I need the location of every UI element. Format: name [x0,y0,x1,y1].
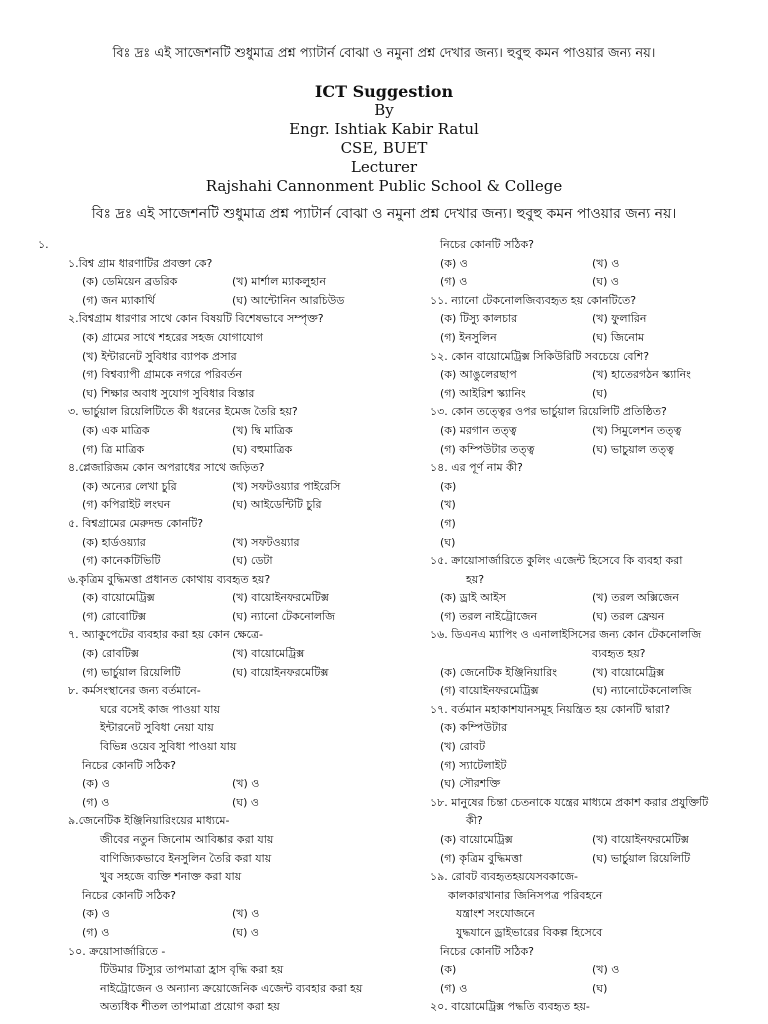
question-line [420,738,740,757]
line-text: (খ) মার্শাল ম্যাকলুহান [232,275,326,289]
line-text: কালকারখানার জিনিসপত্র পরিবহনে [448,888,603,902]
question-line [420,701,740,720]
question-line [420,850,740,869]
author-position: Lecturer [350,158,418,176]
question-line [420,292,740,311]
author-degree: CSE, BUET [340,139,428,157]
question-line [38,571,408,590]
question-line [38,422,408,441]
disclaimer-top: বিঃ দ্রঃ এই সাজেশনটি শুধুমাত্র প্রশ্ন প্যাটার্ন বোঝা ও নমুনা প্রশ্ন দেখার জন্য। হুবুহু কমন পাওয়ার জন্য নয়। [112,46,656,61]
question-line [420,273,740,292]
line-text: (গ) ইনসুলিন [440,330,497,344]
questions-right-column [420,236,740,1017]
line-text: (গ) রোবোটিক্স [82,609,146,623]
line-text: খুব সহজে ব্যক্তি শনাক্ত করা যায় [100,870,242,884]
line-text: ২.বিশ্বগ্রাম ধারণার সাথে কোন বিষয়টি বিশেষভাবে সম্পৃক্ত? [68,312,324,326]
question-line [420,348,740,367]
line-text: (খ) বায়োইনফরমেটিক্স [232,591,329,605]
question-line [38,757,408,776]
line-text: (ক) রোবটিক্স [82,647,139,661]
author-name: Engr. Ishtiak Kabir Ratul [289,120,479,138]
line-text: (গ) জন ম্যাকার্থি [82,293,155,307]
line-text: (খ) সফটওয়্যার পাইরেসি [232,479,341,493]
question-line [420,794,740,813]
line-text: (খ) বায়োমেট্রিক্স [592,665,665,679]
line-text: (ঘ) তরল ফ্রেয়ন [592,609,665,623]
question-line [38,868,408,887]
question-line [420,831,740,850]
line-text: (ঘ) আইডেন্টিটি চুরি [232,498,322,512]
line-text: (খ) দ্বি মাত্রিক [232,423,293,437]
line-text: (গ) স্যাটেলাইট [440,758,507,772]
line-text: (গ) ও [82,795,110,809]
line-text: (গ) তরল নাইট্রোজেন [440,609,538,623]
question-line [38,348,408,367]
line-text: ব্যবহৃত হয়? [592,647,646,661]
line-text: ১.বিশ্ব গ্রাম ধারণাটির প্রবক্তা কে? [68,256,213,270]
line-text: (ক) গ্রামের সাথে শহরের সহজ যোগাযোগ [82,330,264,344]
line-text: কী? [466,814,483,828]
line-text: (ঘ) ন্যানোটেকনোলজি [592,684,692,698]
line-text: (ক) বায়োমেট্রিক্স [82,591,155,605]
line-text: (খ) ইন্টারনেট সুবিধার ব্যাপক প্রসার [82,349,237,363]
line-text: (ঘ) ও [232,925,259,939]
question-line [420,924,740,943]
line-text: ৬.কৃত্রিম বুদ্ধিমত্তা প্রধানত কোথায় ব্যবহৃত হয়? [68,572,271,586]
question-line [38,887,408,906]
question-line [38,608,408,627]
line-text: (ঘ) [440,535,456,549]
line-text: ১৮. মানুষের চিন্তা চেতনাকে যন্ত্রের মাধ্যমে প্রকাশ করার প্রযুক্তিটি [430,795,709,809]
line-text: ৭. অ্যাকুপেটের ব্যবহার করা হয় কোন ক্ষেত্রে- [68,628,263,642]
question-line [420,422,740,441]
disclaimer-bottom: বিঃ দ্রঃ এই সাজেশনটি শুধুমাত্র প্রশ্ন প্যাটার্ন বোঝা ও নমুনা প্রশ্ন দেখার জন্য। হুবুহু কমন পাওয়ার জন্য নয়। [91,206,677,222]
question-line [420,236,740,255]
question-line [420,682,740,701]
question-line [420,868,740,887]
question-line [38,701,408,720]
line-text: ২০. বায়োমেট্রিক্স পদ্ধতি ব্যবহৃত হয়- [430,1000,590,1014]
question-line [420,812,740,831]
question-line [38,329,408,348]
line-text: বাণিজ্যিকভাবে ইনসুলিন তৈরি করা যায় [100,851,272,865]
line-text: (গ) ত্রি মাত্রিক [82,442,145,456]
question-line [420,552,740,571]
question-line [420,980,740,999]
question-line [420,887,740,906]
line-text: (ক) হার্ডওয়্যার [82,535,146,549]
question-line [420,385,740,404]
question-line [420,515,740,534]
question-line [420,626,740,645]
line-text: (খ) [440,498,456,512]
line-text: (ঘ) ডেটা [232,554,273,568]
line-text: (ক) কম্পিউটার [440,721,508,735]
question-line [38,831,408,850]
line-text: বিভিন্ন ওয়েব সুবিধা পাওয়া যায় [100,740,237,754]
line-text: ১. [38,238,49,251]
line-text: (খ) বায়োইনফরমেটিক্স [592,833,689,846]
question-line [420,664,740,683]
question-line [420,998,740,1017]
question-line [38,812,408,831]
line-text: নিচের কোনটি সঠিক? [440,944,534,958]
question-line [420,441,740,460]
question-line [38,273,408,292]
question-line [38,366,408,385]
question-line [420,255,740,274]
line-text: (খ) বায়োমেট্রিক্স [232,647,305,661]
question-line [38,478,408,497]
question-line [38,664,408,683]
line-text: (ঘ) ভার্চুয়াল রিয়েলিটি [592,851,691,865]
line-text: ১২. কোন বায়োমেট্রিক্স সিকিউরিটি সবচেয়ে বেশি? [430,349,650,363]
question-line [38,626,408,645]
question-line [38,850,408,869]
question-line [420,943,740,962]
line-text: (গ) ও [440,981,468,995]
line-text: (ক) ডেমিয়েন ব্রডরিক [82,275,178,289]
line-text: (ঘ) জিনোম [592,330,645,344]
line-text: (গ) কপিরাইট লংঘন [82,498,171,512]
questions-left-column [38,236,408,1017]
question-line [38,924,408,943]
line-text: (ক) আঙুলেরছাপ [440,368,517,382]
line-text: ১১. ন্যানো টেকনোলজিব্যবহৃত হয় কোনটিতে? [430,293,637,307]
question-line [420,534,740,553]
line-text: ৮. কর্মসংস্থানের জন্য বর্তমানে- [68,684,201,698]
line-text: (ঘ) বহুমাত্রিক [232,442,293,456]
by-line: By [374,101,394,119]
line-text: (গ) ভার্চুয়াল রিয়েলিটি [82,665,181,679]
line-text: ৫. বিশ্বগ্রামের মেরুদন্ড কোনটি? [68,516,204,530]
question-line [38,794,408,813]
line-text: যন্ত্রাংশ সংযোজনে [456,907,535,921]
question-line [420,329,740,348]
line-text: (ক) টিস্যু কালচার [440,312,518,326]
line-text: (ঘ) ভাচুয়াল তত্ত্ব [592,442,674,456]
question-line [420,757,740,776]
question-line [38,589,408,608]
question-line [38,719,408,738]
question-line [38,459,408,478]
question-line [420,905,740,924]
line-text: (ক) ও [440,256,468,270]
line-text: (ঘ) আন্টোনিন আরচিউড [232,293,345,307]
question-line [38,385,408,404]
question-line [420,310,740,329]
question-line [38,534,408,553]
question-line [420,775,740,794]
line-text: (খ) ও [592,963,620,977]
line-text: (খ) সিমুলেশন তত্ত্ব [592,423,682,437]
line-text: (ঘ) বায়োইনফরমেটিক্স [232,665,329,679]
line-text: (ঘ) ন্যানো টেকনোলজি [232,609,336,623]
line-text: জীবের নতুন জিনোম আবিষ্কার করা যায় [100,833,274,846]
line-text: (ঘ) সৌরশক্তি [440,777,501,791]
line-text: নিচের কোনটি সঠিক? [440,238,534,251]
line-text: (ক) ও [82,907,110,921]
question-line [38,775,408,794]
question-line [38,236,408,255]
line-text: (ঘ) ও [592,275,619,289]
line-text: (গ) বিশ্বব্যাপী গ্রামকে নগরে পরিবর্তন [82,368,242,382]
line-text: (ঘ) ও [232,795,259,809]
question-line [420,366,740,385]
line-text: (গ) ও [82,925,110,939]
author-institution: Rajshahi Cannonment Public School & College [205,177,563,195]
line-text: (খ) সফটওয়্যার [232,535,300,549]
line-text: টিউমার টিস্যুর তাপমাত্রা হ্রাস বৃদ্ধি করা হয় [100,963,284,977]
line-text: ইন্টারনেট সুবিধা নেয়া যায় [100,721,214,735]
line-text: (গ) [440,516,456,530]
line-text: ১৩. কোন তত্ত্বের ওপর ভার্চুয়াল রিয়েলিটি প্রতিষ্ঠিত? [430,405,667,419]
question-line [420,589,740,608]
line-text: (ঘ) [592,981,608,995]
question-line [420,571,740,590]
question-line [420,459,740,478]
line-text: (খ) ও [592,256,620,270]
question-line [420,645,740,664]
line-text: (গ) ও [440,275,468,289]
question-line [420,608,740,627]
question-line [420,403,740,422]
question-line [420,961,740,980]
line-text: ১০. ক্রয়োসার্জারিতে - [68,944,166,958]
line-text: ৯.জেনেটিক ইঞ্জিনিয়ারিংয়ের মাধ্যমে- [68,814,230,828]
question-line [420,719,740,738]
line-text: (ঘ) শিক্ষার অবাধ সুযোগ সুবিধার বিস্তার [82,386,255,400]
question-line [38,403,408,422]
question-line [38,943,408,962]
line-text: নিচের কোনটি সঠিক? [82,888,176,902]
question-line [38,682,408,701]
question-line [38,645,408,664]
question-line [38,905,408,924]
line-text: (খ) ও [232,907,260,921]
line-text: ৪.প্লেজারিজম কোন অপরাধের সাথে জড়িত? [68,461,265,475]
line-text: ১৯. রোবট ব্যবহৃতহয়যেসবকাজে- [430,870,579,884]
line-text: ১৭. বর্তমান মহাকাশযানসমূহ নিয়ন্ত্রিত হয় কোনটি দ্বারা? [430,702,671,716]
line-text: (খ) তরল অক্সিজেন [592,591,679,605]
line-text: (ক) মরগান তত্ত্ব [440,423,517,437]
line-text: (গ) কৃত্রিম বুদ্ধিমত্তা [440,851,523,865]
line-text: অত্যধিক শীতল তাপমাত্রা প্রয়োগ করা হয় [100,1000,280,1014]
line-text: (ক) [440,479,457,493]
line-text: হয়? [466,572,485,586]
line-text: (ক) বায়োমেট্রিক্স [440,833,513,846]
question-line [38,980,408,999]
question-line [38,515,408,534]
question-line [38,552,408,571]
line-text: যুদ্ধযানে ড্রাইভারের বিকল্প হিসেবে [456,925,603,939]
question-line [38,496,408,515]
line-text: (গ) কানেকটিভিটি [82,554,161,568]
line-text: নাইট্রোজেন ও অন্যান্য ক্রয়োজেনিক এজেন্ট ব্যবহার করা হয় [100,981,363,995]
line-text: (গ) বায়োইনফরমেট্রিক্স [440,684,539,698]
line-text: (খ) রোবট [440,740,486,754]
line-text: (ক) জেনেটিক ইঞ্জিনিয়ারিং [440,665,557,679]
line-text: (ক) ড্রাই আইস [440,591,507,605]
question-line [38,441,408,460]
line-text: ১৫. ক্রায়োসার্জারিতে কুলিং এজেন্ট হিসেবে কি ব্যবহা করা [430,554,683,568]
question-line [38,310,408,329]
line-text: (ঘ) [592,386,608,400]
line-text: (গ) কম্পিউটার তত্ত্ব [440,442,535,456]
line-text: (গ) আইরিশ স্ক্যানিং [440,386,526,400]
line-text: (খ) ফুলারিন [592,312,647,326]
line-text: (ক) এক মাত্রিক [82,423,150,437]
line-text: (ক) ও [82,777,110,791]
document-title: ICT Suggestion [314,82,454,101]
question-line [420,496,740,515]
question-line [38,998,408,1017]
line-text: (ক) [440,963,457,977]
line-text: ১৪. এর পূর্ণ নাম কী? [430,461,523,475]
line-text: ৩. ভার্চুয়াল রিয়েলিটিতে কী ধরনের ইমেজ তৈরি হয়? [68,405,298,419]
line-text: (খ) ও [232,777,260,791]
line-text: ঘরে বসেই কাজ পাওয়া যায় [100,702,220,716]
question-line [420,478,740,497]
question-line [38,255,408,274]
question-line [38,292,408,311]
line-text: ১৬. ডিএনএ ম্যাপিং ও এনালাইসিসের জন্য কোন টেকনোলজি [430,628,702,642]
line-text: (খ) হাতেরগঠন স্ক্যানিং [592,368,691,382]
question-line [38,961,408,980]
question-line [38,738,408,757]
line-text: নিচের কোনটি সঠিক? [82,758,176,772]
document-header [0,82,768,196]
line-text: (ক) অন্যের লেখা চুরি [82,479,177,493]
